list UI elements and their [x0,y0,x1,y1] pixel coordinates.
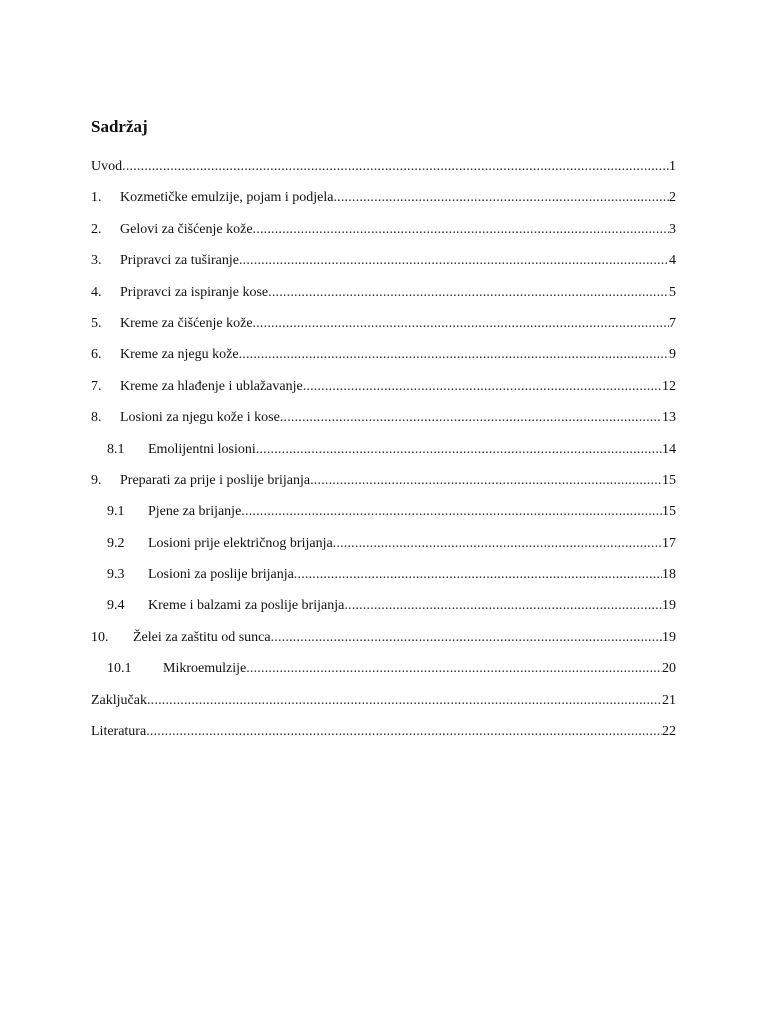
toc-entry[interactable] [91,311,676,342]
toc-entry-page-number: 14 [662,441,676,457]
toc-entry-number: 4. [91,284,102,300]
toc-entry-page-number: 15 [662,472,676,488]
toc-entry-label: Pripravci za tuširanje [120,253,239,269]
toc-entry[interactable] [91,248,676,279]
toc-entry-page-number: 13 [662,410,676,426]
toc-entry[interactable] [91,688,676,719]
dot-leader [241,499,662,525]
toc-entry-number: 2. [91,221,102,237]
toc-entry-number: 3. [91,253,102,269]
toc-entry[interactable] [91,154,676,185]
toc-subentry[interactable] [91,531,676,562]
toc-entry-label: Losioni za poslije brijanja [148,567,294,583]
toc-entry-label: Kreme za njegu kože [120,347,239,363]
dot-leader [303,374,662,400]
toc-entry-label: Želei za zaštitu od sunca [133,629,271,645]
toc-subentry[interactable] [91,593,676,624]
dot-leader [280,405,662,431]
toc-entry[interactable] [91,374,676,405]
dot-leader [239,248,669,274]
toc-entry-page-number: 3 [669,221,676,237]
dot-leader [147,688,662,714]
toc-entry-number: 7. [91,378,102,394]
toc-entry-label: Pjene za brijanje [148,504,242,520]
toc-entry-page-number: 2 [669,190,676,206]
toc-entry-label: Gelovi za čišćenje kože [120,221,253,237]
toc-entry-number: 5. [91,315,102,331]
toc-entry-page-number: 17 [662,535,676,551]
toc-entry-label: Kreme za hlađenje i ublažavanje [120,378,303,394]
toc-entry-number: 1. [91,190,102,206]
toc-entry-number: 9.2 [107,535,125,551]
toc-entry-number: 9.1 [107,504,125,520]
dot-leader [333,531,662,557]
toc-title: Sadržaj [91,117,148,136]
toc-entry-label: Losioni za njegu kože i kose [120,410,280,426]
toc-entry-label: Kreme za čišćenje kože [120,315,253,331]
toc-entry-page-number: 21 [662,692,676,708]
toc-entry-label: Literatura [91,724,147,740]
toc-entry-page-number: 15 [662,504,676,520]
toc-entry-label: Uvod [91,159,123,174]
table-of-contents [91,154,676,750]
toc-subentry[interactable] [91,437,676,468]
toc-entry-label: Mikroemulzije [163,661,247,677]
dot-leader [253,311,669,337]
toc-subentry[interactable] [91,656,676,687]
toc-entry-number: 9.4 [107,598,125,614]
toc-entry-number: 10.1 [107,661,132,677]
toc-entry-page-number: 20 [662,661,676,677]
toc-entry[interactable] [91,468,676,499]
toc-entry-label: Kozmetičke emulzije, pojam i podjela [120,190,334,206]
toc-entry[interactable] [91,185,676,216]
toc-entry[interactable] [91,625,676,656]
toc-entry-page-number: 4 [669,253,676,269]
toc-entry[interactable] [91,217,676,248]
toc-entry-number: 9.3 [107,567,125,583]
toc-entry-label: Losioni prije električnog brijanja [148,535,333,551]
toc-entry-page-number: 5 [669,284,676,300]
toc-entry[interactable] [91,280,676,311]
toc-entry-number: 10. [91,629,109,645]
dot-leader [253,217,669,243]
toc-entry-page-number: 12 [662,378,676,394]
toc-subentry[interactable] [91,499,676,530]
dot-leader [333,185,669,211]
dot-leader [294,562,662,588]
toc-entry[interactable] [91,342,676,373]
dot-leader [268,280,669,306]
toc-entry-page-number: 9 [669,347,676,363]
dot-leader [310,468,662,494]
toc-entry-page-number: 1 [669,159,676,174]
toc-entry-label: Pripravci za ispiranje kose [120,284,269,300]
dot-leader [271,625,662,651]
toc-subentry[interactable] [91,562,676,593]
toc-entry-label: Emolijentni losioni [148,441,256,457]
dot-leader [344,593,662,619]
dot-leader [246,656,662,682]
toc-entry-page-number: 7 [669,315,676,331]
toc-entry-number: 9. [91,472,102,488]
toc-entry[interactable] [91,719,676,750]
toc-entry-number: 6. [91,347,102,363]
dot-leader [256,437,662,463]
toc-entry-label: Kreme i balzami za poslije brijanja [148,598,345,614]
toc-entry-page-number: 18 [662,567,676,583]
dot-leader [239,342,669,368]
toc-entry-label: Zaključak [91,692,147,708]
dot-leader [146,719,662,745]
toc-entry-page-number: 22 [662,724,676,740]
toc-entry[interactable] [91,405,676,436]
toc-entry-label: Preparati za prije i poslije brijanja [120,472,311,488]
toc-entry-page-number: 19 [662,598,676,614]
toc-entry-number: 8.1 [107,441,125,457]
toc-entry-page-number: 19 [662,629,676,645]
dot-leader [122,154,669,180]
toc-entry-number: 8. [91,410,102,426]
